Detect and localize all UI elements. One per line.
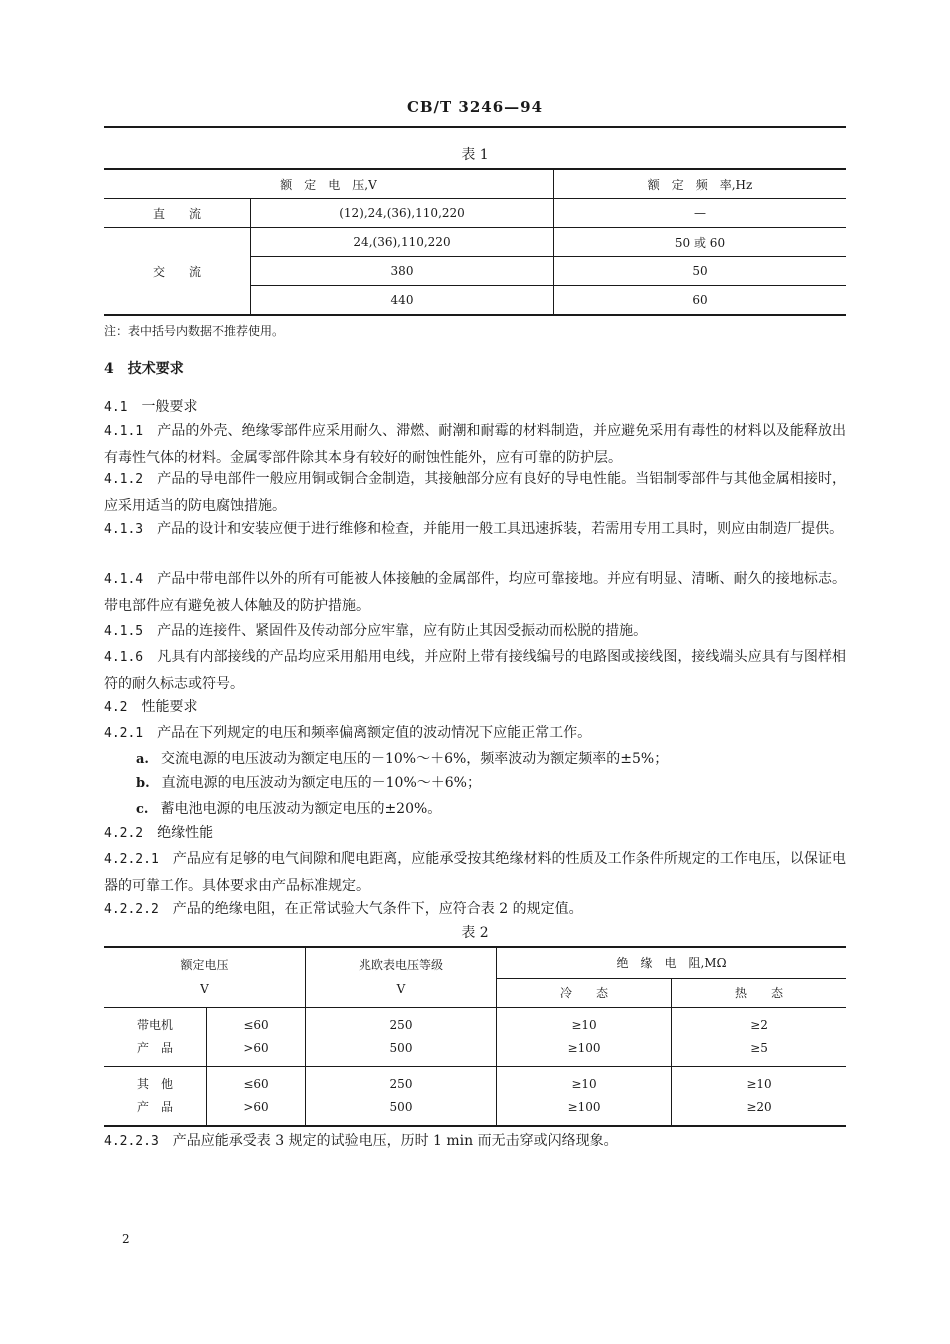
table2-row-hot <box>672 1066 847 1126</box>
table1-header-voltage: 额 定 电 压,V <box>104 169 554 199</box>
clause-number: 4.1 <box>104 400 128 415</box>
clause-text: 产品的绝缘电阻，在正常试验大气条件下，应符合表 2 的规定值。 <box>172 901 583 917</box>
table2-cell: ≥2 <box>750 1017 768 1032</box>
table2-header-megger-unit: V <box>396 982 406 997</box>
table1-row-label: 交 流 <box>104 228 251 316</box>
table2-row-megger <box>306 1066 497 1126</box>
table2-category-line: 带电机 <box>136 1017 173 1032</box>
clause-number: 4.2.2 <box>104 826 144 841</box>
table1-cell-voltage: 440 <box>251 286 554 316</box>
table2-cell: ≥10 <box>746 1076 772 1091</box>
list-item <box>136 746 668 773</box>
clause <box>104 618 846 645</box>
clause <box>104 394 846 421</box>
table2-row-cold <box>497 1007 672 1066</box>
clause-number: 4.1.5 <box>104 624 144 639</box>
table2-cell: 500 <box>389 1099 413 1114</box>
page-number: 2 <box>122 1232 130 1246</box>
table2-cell: 250 <box>389 1017 413 1032</box>
clause-number: 4.2.2.2 <box>104 902 159 917</box>
clause-text: 产品的导电部件一般应用铜或铜合金制造，其接触部分应有良好的导电性能。当铝制零部件与其他金属相接时，应采用适当的防电腐蚀措施。 <box>104 471 847 514</box>
clause <box>104 896 846 923</box>
table2-header-resistance: 绝 缘 电 阻,MΩ <box>497 947 847 978</box>
table1-caption: 表 1 <box>461 147 489 163</box>
clause-text: 产品的外壳、绝缘零部件应采用耐久、滞燃、耐潮和耐霉的材料制造，并应避免采用有毒性的材料以及能释放出有毒性气体的材料。金属零部件除其本身有较好的耐蚀性能外，应有可靠的防护层。 <box>104 423 847 466</box>
table2-row-voltage <box>207 1007 306 1066</box>
list-item-letter: b. <box>136 776 150 791</box>
table2-row-cold <box>497 1066 672 1126</box>
table2-cell: ≤60 <box>243 1076 269 1091</box>
table2-cell: 250 <box>389 1076 413 1091</box>
clause-number: 4.2.2.3 <box>104 1134 159 1149</box>
table2-cell: ≥100 <box>567 1040 601 1055</box>
list-item <box>136 796 441 823</box>
table1-cell-voltage: 380 <box>251 257 554 286</box>
table-1 <box>104 168 846 316</box>
table2-cell: >60 <box>243 1099 269 1114</box>
clause-text: 一般要求 <box>141 399 198 415</box>
table2-header-rated-voltage-text: 额定电压 <box>180 958 229 973</box>
table2-caption: 表 2 <box>461 925 489 941</box>
clause <box>104 644 846 697</box>
table2-header-hot: 热 态 <box>672 978 847 1007</box>
section-heading: 4 技术要求 <box>104 361 184 377</box>
clause-text: 产品中带电部件以外的所有可能被人体接触的金属部件，均应可靠接地。并应有明显、清晰、耐久的接地标志。带电部件应有避免被人体触及的防护措施。 <box>104 571 847 614</box>
clause-text: 绝缘性能 <box>157 825 214 841</box>
list-item <box>136 770 481 797</box>
clause-text: 产品应能承受表 3 规定的试验电压，历时 1 min 而无击穿或闪络现象。 <box>172 1133 618 1149</box>
clause-number: 4.1.6 <box>104 650 144 665</box>
clause-number: 4.2.2.1 <box>104 852 159 867</box>
table2-category-line: 其 他 <box>136 1076 173 1091</box>
clause <box>104 516 846 543</box>
table2-row-category <box>104 1007 207 1066</box>
clause-number: 4.2 <box>104 700 128 715</box>
table2-header-rated-voltage-unit: V <box>200 982 209 997</box>
table2-row-voltage <box>207 1066 306 1126</box>
document-header: CB/T 3246—94 <box>406 98 544 116</box>
table1-cell-voltage: 24,(36),110,220 <box>251 228 554 257</box>
table2-header-megger <box>306 947 497 1007</box>
clause-number: 4.1.1 <box>104 424 144 439</box>
table1-header-frequency: 额 定 频 率,Hz <box>554 169 847 199</box>
list-item-text: 蓄电池电源的电压波动为额定电压的±20%。 <box>160 801 442 817</box>
list-item-text: 直流电源的电压波动为额定电压的－10%～＋6%； <box>161 775 481 791</box>
list-item-text: 交流电源的电压波动为额定电压的－10%～＋6%，频率波动为额定频率的±5%； <box>160 751 669 767</box>
clause-text: 产品在下列规定的电压和频率偏离额定值的波动情况下应能正常工作。 <box>157 725 592 741</box>
clause-number: 4.1.3 <box>104 522 144 537</box>
clause-number: 4.2.1 <box>104 726 144 741</box>
table2-row-category <box>104 1066 207 1126</box>
table2-cell: >60 <box>243 1040 269 1055</box>
clause <box>104 820 846 847</box>
table2-cell: 500 <box>389 1040 413 1055</box>
clause <box>104 466 846 519</box>
clause-text: 产品的设计和安装应便于进行维修和检查，并能用一般工具迅速拆装，若需用专用工具时，则应由制造厂提供。 <box>157 521 844 537</box>
table2-cell: ≥20 <box>746 1099 772 1114</box>
clause-number: 4.1.4 <box>104 572 144 587</box>
table1-cell-frequency: 50 或 60 <box>554 228 847 257</box>
clause <box>104 846 846 899</box>
header-rule <box>104 126 846 128</box>
table1-note: 注：表中括号内数据不推荐使用。 <box>104 324 285 338</box>
table1-cell-frequency: 50 <box>554 257 847 286</box>
clause <box>104 720 846 747</box>
clause <box>104 418 846 471</box>
clause-text: 性能要求 <box>141 699 198 715</box>
list-item-letter: c. <box>136 802 149 817</box>
table2-header-megger-text: 兆欧表电压等级 <box>358 958 443 973</box>
table1-cell-frequency: — <box>554 199 847 228</box>
clause <box>104 694 846 721</box>
table1-row-label: 直 流 <box>104 199 251 228</box>
clause-text: 凡具有内部接线的产品均应采用船用电线，并应附上带有接线编号的电路图或接线图，接线端头应具有与图样相符的耐久标志或符号。 <box>104 649 847 692</box>
table2-header-rated-voltage <box>104 947 306 1007</box>
list-item-letter: a. <box>136 752 149 767</box>
table1-cell-voltage: (12),24,(36),110,220 <box>251 199 554 228</box>
table-2 <box>104 946 846 1127</box>
table2-row-hot <box>672 1007 847 1066</box>
clause-text: 产品的连接件、紧固件及传动部分应牢靠，应有防止其因受振动而松脱的措施。 <box>157 623 648 639</box>
clause-text: 产品应有足够的电气间隙和爬电距离，应能承受按其绝缘材料的性质及工作条件所规定的工作电压，以保证电器的可靠工作。具体要求由产品标准规定。 <box>104 851 847 894</box>
table2-cell: ≥10 <box>571 1017 597 1032</box>
table2-category-line: 产 品 <box>136 1040 173 1055</box>
table2-cell: ≥5 <box>750 1040 768 1055</box>
clause-number: 4.1.2 <box>104 472 144 487</box>
clause <box>104 566 846 619</box>
table2-category-line: 产 品 <box>136 1099 173 1114</box>
table2-row-megger <box>306 1007 497 1066</box>
table2-header-cold: 冷 态 <box>497 978 672 1007</box>
clause <box>104 1128 846 1155</box>
table2-cell: ≥10 <box>571 1076 597 1091</box>
table2-cell: ≥100 <box>567 1099 601 1114</box>
table1-cell-frequency: 60 <box>554 286 847 316</box>
table2-cell: ≤60 <box>243 1017 269 1032</box>
